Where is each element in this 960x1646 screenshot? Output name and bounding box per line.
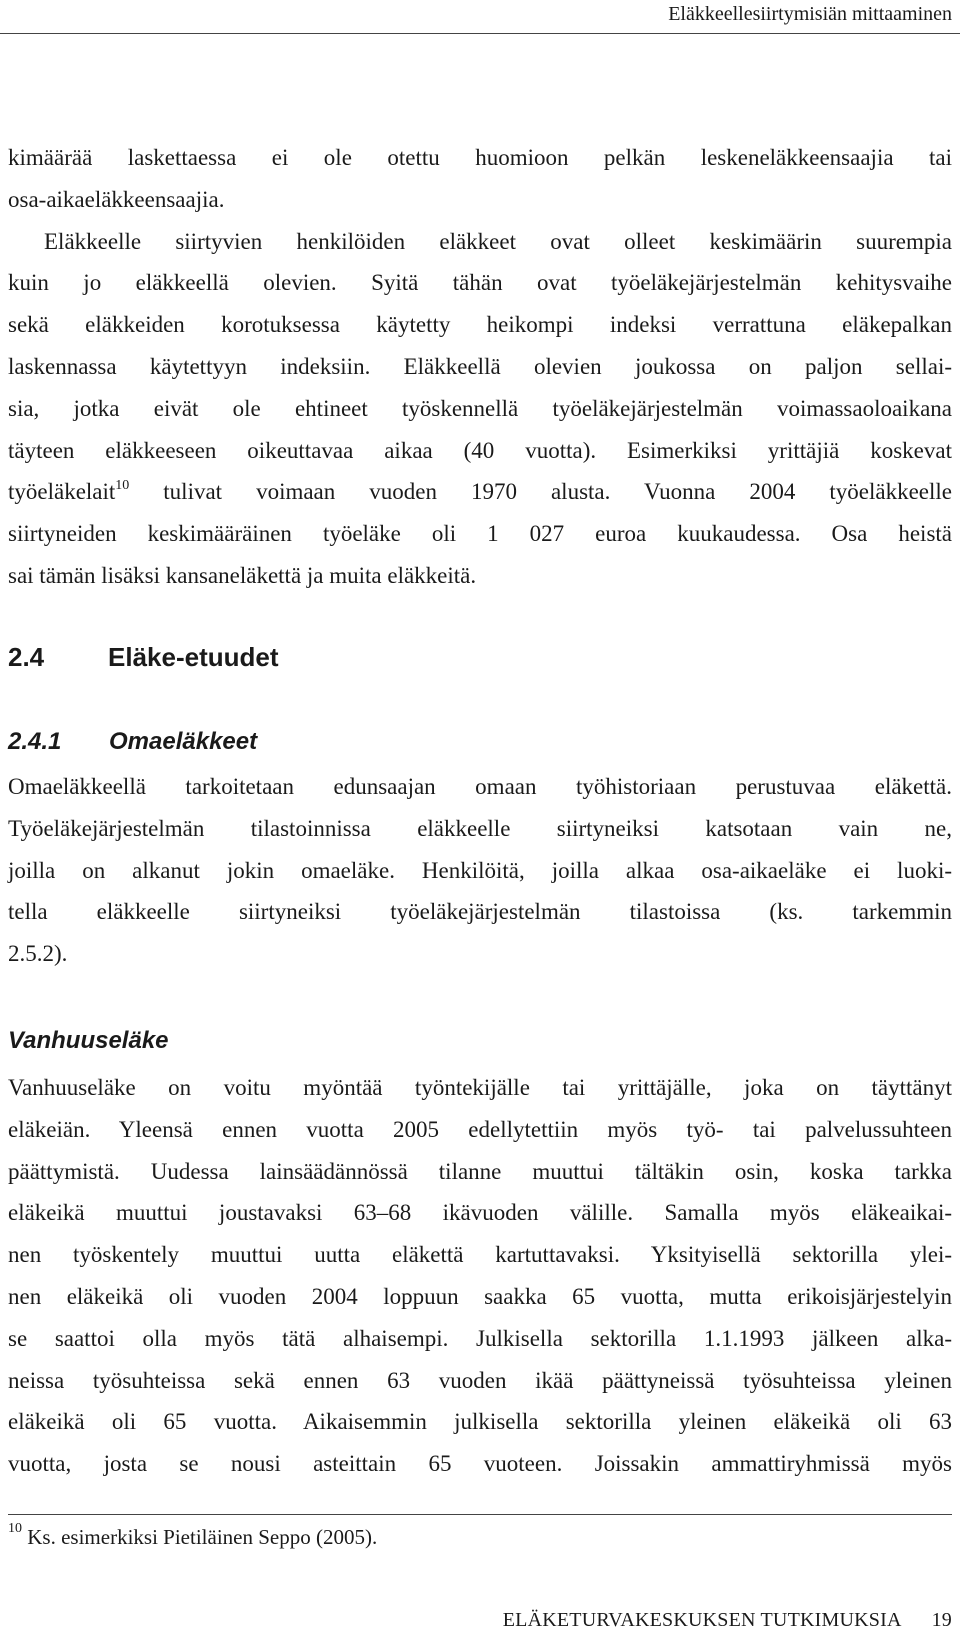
subsection-title: Omaeläkkeet: [109, 728, 258, 755]
text-line: Eläkkeelle siirtyvien henkilöiden eläkkeet ovat olleet keskimäärin suurempia: [44, 228, 952, 254]
vanhuuselake-body: [8, 1067, 952, 1485]
text-line: Vanhuuseläke on voitu myöntää työntekijälle tai yrittäjälle, joka on täyttänyt: [8, 1075, 952, 1100]
page-footer: [503, 1609, 952, 1632]
running-title: Eläkkeellesiirtymisiän mittaaminen: [668, 3, 952, 25]
footnote-marker: 10: [8, 1521, 22, 1536]
text-line: osa-aikaeläkkeensaajia.: [8, 186, 225, 212]
intro-paragraph-1: [8, 137, 952, 221]
vanhuuselake-paragraph: [8, 1067, 952, 1485]
text-line: nen työskentely muuttui uutta eläkettä kartuttavaksi. Yksityisellä sektorilla ylei-: [8, 1242, 952, 1268]
publisher-name: ELÄKETURVAKESKUKSEN TUTKIMUKSIA: [502, 1609, 902, 1631]
text-line: eläkeikä muuttui joustavaksi 63–68 ikävuoden välille. Samalla myös eläkeaikai-: [8, 1200, 952, 1226]
section-title: Eläke-etuudet: [108, 642, 279, 672]
running-header: [0, 0, 960, 34]
text-line: tella eläkkeelle siirtyneiksi työeläkejärjestelmän tilastoissa (ks. tarkemmin: [8, 899, 952, 925]
text-line: sia, jotka eivät ole ehtineet työskennellä työeläkejärjestelmän voimassaoloaikana: [8, 395, 952, 421]
text-line: täyteen eläkkeeseen oikeuttavaa aikaa (40 vuotta). Esimerkiksi yrittäjiä koskevat: [8, 437, 952, 463]
subsection-number: 2.4.1: [8, 728, 62, 755]
text-line: kuin jo eläkkeellä olevien. Syitä tähän ovat työeläkejärjestelmän kehitysvaihe: [8, 270, 952, 296]
text-line: [8, 471, 952, 513]
footnote-reference[interactable]: 10: [115, 477, 130, 493]
footnote-divider: [8, 1514, 952, 1515]
text-line: siirtyneiden keskimääräinen työeläke oli 1 027 euroa kuukaudessa. Osa heistä: [8, 521, 952, 547]
text-line: Omaeläkkeellä tarkoitetaan edunsaajan omaan työhistoriaan perustuvaa eläkettä.: [8, 774, 952, 799]
text-line: joilla on alkanut jokin omaeläke. Henkilöitä, joilla alkaa osa-aikaeläke ei luoki-: [8, 857, 952, 883]
subsection-heading: [8, 728, 257, 756]
section-heading: [8, 642, 279, 673]
text-line: nen eläkeikä oli vuoden 2004 loppuun saakka 65 vuotta, mutta erikoisjärjestelyin: [8, 1283, 952, 1309]
intro-paragraphs: [8, 137, 952, 597]
text-fragment: työeläkelait: [8, 479, 116, 505]
text-line: sekä eläkkeiden korotuksessa käytetty heikompi indeksi verrattuna eläkepalkan: [8, 312, 952, 338]
text-line: neissa työsuhteissa sekä ennen 63 vuoden ikää päättyneissä työsuhteissa yleinen: [8, 1367, 952, 1393]
text-line: päättymistä. Uudessa lainsäädännössä tilanne muuttui tältäkin osin, koska tarkka: [8, 1158, 952, 1184]
text-fragment: tulivat voimaan vuoden 1970 alusta. Vuonna 2004 työeläkkeelle: [129, 479, 952, 505]
text-line: se saattoi olla myös tätä alhaisempi. Julkisella sektorilla 1.1.1993 jälkeen alka-: [8, 1325, 952, 1351]
text-line: vuotta, josta se nousi asteittain 65 vuoteen. Joissakin ammattiryhmissä myös: [8, 1451, 952, 1477]
vanhuuselake-heading: Vanhuuseläke: [8, 1027, 169, 1054]
omaelakkeet-body: [8, 766, 952, 975]
text-line: eläkeikä oli 65 vuotta. Aikaisemmin julkisella sektorilla yleinen eläkeikä oli 63: [8, 1409, 952, 1435]
text-line: laskennassa käytettyyn indeksiin. Eläkkeellä olevien joukossa on paljon sellai-: [8, 353, 952, 379]
text-line: kimäärää laskettaessa ei ole otettu huomioon pelkän leskeneläkkeensaajia tai: [8, 145, 952, 170]
footnote: [8, 1521, 378, 1550]
omaelakkeet-paragraph: [8, 766, 952, 975]
text-line: eläkeiän. Yleensä ennen vuotta 2005 edellytettiin myös työ- tai palvelussuhteen: [8, 1116, 952, 1142]
text-line: Työeläkejärjestelmän tilastoinnissa eläkkeelle siirtyneiksi katsotaan vain ne,: [8, 815, 952, 841]
text-line: sai tämän lisäksi kansaneläkettä ja muita eläkkeitä.: [8, 562, 477, 588]
section-number: 2.4: [8, 642, 45, 672]
footnote-text: Ks. esimerkiksi Pietiläinen Seppo (2005).: [22, 1525, 378, 1549]
page-number: 19: [931, 1609, 952, 1631]
text-line: 2.5.2).: [8, 941, 68, 967]
intro-paragraph-2: [8, 221, 952, 597]
